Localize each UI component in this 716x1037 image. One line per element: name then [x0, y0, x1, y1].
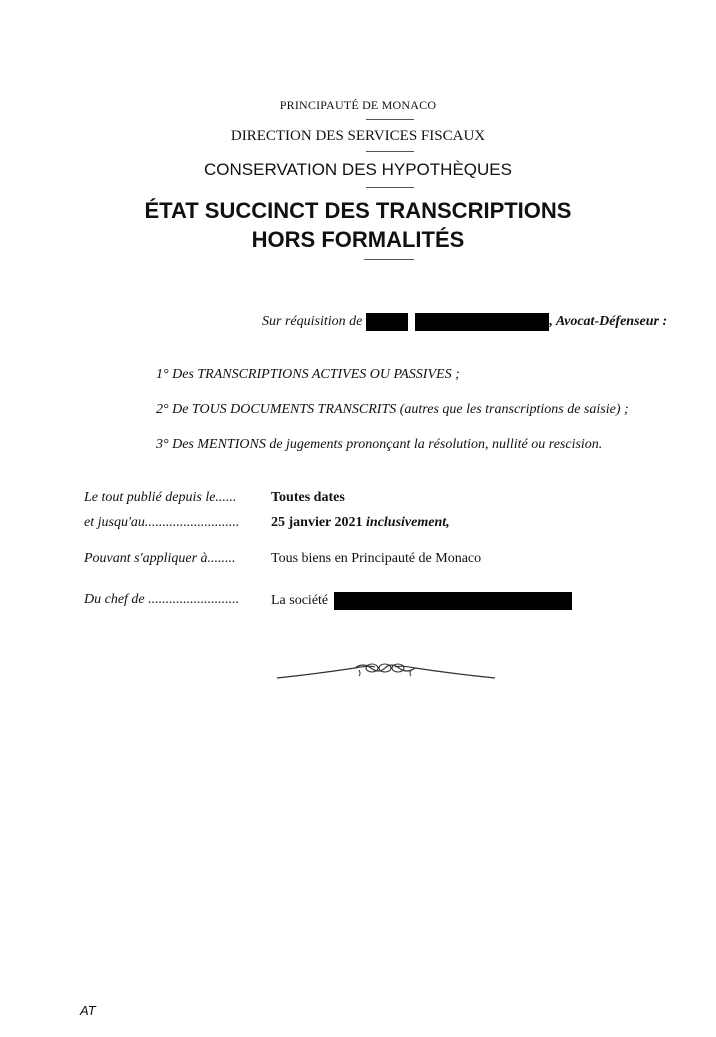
principality-heading: PRINCIPAUTÉ DE MONACO	[279, 98, 437, 112]
direction-heading: DIRECTION DES SERVICES FISCAUX	[230, 128, 486, 144]
chief-value	[271, 592, 572, 610]
divider	[366, 119, 414, 120]
divider	[364, 259, 414, 260]
until-label: et jusqu'au...........................	[84, 515, 240, 530]
applies-value: Tous biens en Principauté de Monaco	[271, 551, 482, 566]
list-item: 2° De TOUS DOCUMENTS TRANSCRITS (autres que les transcriptions de saisie) ;	[156, 402, 629, 417]
flourish-ornament-icon	[275, 658, 497, 687]
document-title	[0, 196, 716, 254]
requisition-line	[262, 313, 667, 331]
chief-value-text: La société	[271, 593, 329, 609]
until-value	[271, 515, 450, 531]
title-line-1: ÉTAT SUCCINCT DES TRANSCRIPTIONS	[144, 198, 572, 223]
redaction-block	[415, 313, 549, 331]
until-date: 25 janvier 2021	[271, 515, 363, 530]
applies-label: Pouvant s'appliquer à........	[84, 551, 236, 566]
redaction-block	[366, 313, 408, 331]
title-line-2: HORS FORMALITÉS	[251, 227, 465, 252]
requisition-suffix: , Avocat-Défenseur :	[549, 314, 668, 330]
chief-label: Du chef de ..........................	[84, 592, 240, 607]
divider	[366, 151, 414, 152]
list-item: 1° Des TRANSCRIPTIONS ACTIVES OU PASSIVES ;	[156, 367, 460, 382]
redaction-block	[334, 592, 572, 610]
until-suffix: inclusivement,	[366, 515, 450, 530]
footer-initials: AT	[80, 1003, 96, 1018]
requisition-prefix: Sur réquisition de	[262, 314, 363, 330]
since-value: Toutes dates	[271, 490, 345, 505]
conservation-heading: CONSERVATION DES HYPOTHÈQUES	[204, 160, 512, 179]
list-item: 3° Des MENTIONS de jugements prononçant la résolution, nullité ou rescision.	[156, 437, 603, 452]
divider	[366, 187, 414, 188]
since-label: Le tout publié depuis le......	[84, 490, 237, 505]
